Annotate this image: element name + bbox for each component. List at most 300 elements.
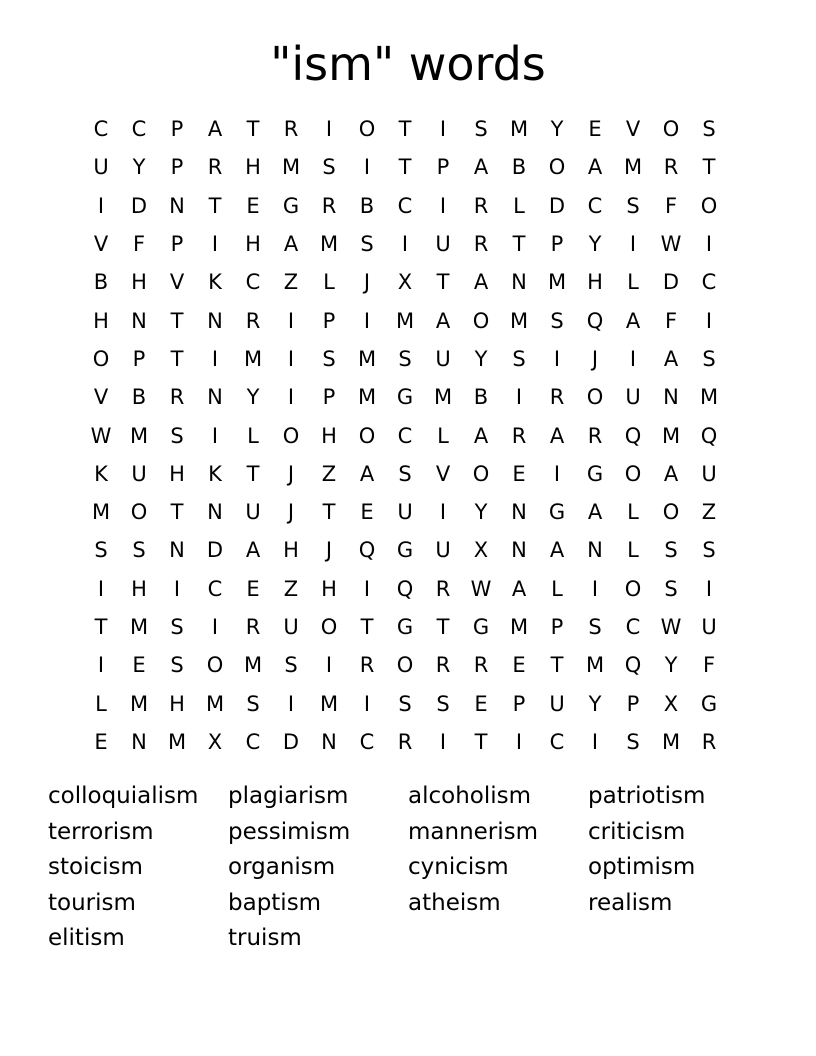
grid-letter: A: [283, 232, 299, 257]
grid-letter: S: [626, 193, 640, 218]
grid-row: [82, 301, 728, 339]
word-list-item: baptism: [228, 889, 322, 916]
grid-letter: A: [473, 423, 489, 448]
letter-grid: [82, 110, 728, 761]
grid-row: [82, 608, 728, 646]
grid-letter: O: [624, 461, 642, 486]
grid-letter: M: [509, 615, 529, 639]
grid-letter: N: [511, 500, 527, 525]
grid-letter: X: [663, 691, 679, 716]
grid-letter: I: [629, 346, 637, 371]
grid-letter: P: [322, 308, 336, 333]
grid-letter: P: [322, 385, 336, 410]
grid-letter: I: [287, 346, 295, 371]
grid-letter: T: [436, 270, 450, 295]
grid-letter: Z: [283, 270, 299, 295]
grid-letter: B: [131, 385, 147, 410]
word-list-item: mannerism: [408, 818, 539, 845]
grid-letter: H: [169, 461, 185, 486]
grid-letter: L: [437, 423, 449, 448]
grid-letter: O: [586, 385, 604, 410]
grid-letter: C: [245, 729, 261, 754]
grid-letter: A: [587, 500, 603, 525]
grid-letter: H: [321, 576, 337, 601]
grid-letter: E: [94, 729, 108, 754]
grid-letter: M: [319, 691, 339, 716]
page-title: "ism" words: [270, 37, 546, 91]
grid-letter: M: [395, 308, 415, 333]
grid-letter: V: [435, 461, 451, 486]
grid-letter: A: [207, 117, 223, 142]
grid-letter: I: [515, 385, 523, 410]
grid-letter: M: [623, 155, 643, 180]
grid-letter: S: [702, 538, 716, 563]
grid-letter: S: [702, 346, 716, 371]
grid-letter: D: [662, 270, 680, 295]
grid-letter: Y: [474, 346, 488, 371]
grid-letter: V: [625, 117, 641, 142]
grid-letter: U: [701, 461, 717, 486]
grid-letter: C: [359, 729, 375, 754]
grid-letter: C: [207, 576, 223, 601]
word-list-item: colloquialism: [48, 783, 199, 809]
grid-letter: M: [205, 691, 225, 716]
grid-row: [82, 148, 728, 186]
grid-letter: T: [170, 500, 184, 525]
grid-letter: E: [360, 500, 374, 525]
grid-letter: Y: [550, 117, 564, 142]
grid-letter: P: [512, 691, 526, 716]
grid-letter: X: [207, 729, 223, 754]
grid-letter: N: [169, 193, 185, 218]
grid-letter: U: [131, 461, 147, 486]
grid-letter: H: [587, 270, 603, 295]
grid-letter: T: [702, 155, 716, 180]
grid-letter: D: [130, 193, 148, 218]
grid-letter: R: [283, 117, 299, 142]
grid-row: [82, 110, 728, 148]
grid-letter: S: [436, 691, 450, 716]
grid-letter: K: [208, 461, 222, 486]
grid-letter: F: [702, 653, 716, 678]
grid-letter: K: [94, 461, 108, 486]
grid-letter: M: [433, 385, 453, 410]
grid-letter: R: [359, 653, 375, 678]
grid-letter: A: [663, 461, 679, 486]
grid-letter: J: [363, 270, 371, 295]
grid-letter: O: [662, 500, 680, 525]
grid-letter: I: [287, 691, 295, 716]
grid-letter: T: [170, 346, 184, 371]
grid-letter: M: [661, 423, 681, 448]
grid-letter: I: [515, 729, 523, 754]
grid-letter: R: [511, 423, 527, 448]
grid-letter: F: [664, 308, 678, 333]
grid-letter: M: [699, 385, 719, 410]
grid-letter: V: [93, 232, 109, 257]
grid-letter: A: [549, 538, 565, 563]
grid-letter: W: [90, 423, 112, 448]
grid-letter: A: [245, 538, 261, 563]
grid-letter: G: [472, 615, 490, 639]
grid-letter: M: [585, 653, 605, 678]
grid-letter: I: [211, 615, 219, 639]
grid-letter: H: [131, 270, 147, 295]
word-list-item: atheism: [408, 889, 501, 916]
grid-letter: R: [207, 155, 223, 180]
grid-letter: T: [512, 232, 526, 257]
grid-letter: R: [397, 729, 413, 754]
grid-letter: O: [548, 155, 566, 180]
grid-letter: Q: [396, 576, 414, 601]
grid-letter: S: [550, 308, 564, 333]
grid-letter: T: [246, 117, 260, 142]
word-list-item: terrorism: [48, 818, 154, 845]
grid-letter: O: [700, 193, 718, 218]
grid-letter: H: [131, 576, 147, 601]
grid-letter: J: [591, 346, 599, 371]
grid-letter: S: [474, 117, 488, 142]
grid-letter: S: [588, 615, 602, 639]
grid-letter: S: [170, 653, 184, 678]
grid-letter: E: [474, 691, 488, 716]
grid-letter: B: [473, 385, 489, 410]
grid-letter: H: [169, 691, 185, 716]
grid-letter: M: [91, 500, 111, 525]
grid-letter: A: [473, 270, 489, 295]
grid-letter: H: [93, 308, 109, 333]
grid-letter: O: [282, 423, 300, 448]
grid-letter: G: [548, 500, 566, 525]
grid-row: [82, 455, 728, 493]
grid-letter: X: [473, 538, 489, 563]
grid-letter: M: [357, 346, 377, 371]
grid-letter: I: [211, 346, 219, 371]
grid-letter: R: [473, 653, 489, 678]
grid-letter: H: [283, 538, 299, 563]
grid-letter: G: [700, 691, 718, 716]
word-list-item: truism: [228, 925, 302, 951]
grid-letter: N: [207, 308, 223, 333]
grid-letter: S: [360, 232, 374, 257]
grid-letter: B: [93, 270, 109, 295]
grid-letter: K: [208, 270, 222, 295]
grid-letter: N: [131, 308, 147, 333]
grid-row: [82, 531, 728, 569]
grid-letter: W: [470, 576, 492, 601]
grid-letter: R: [169, 385, 185, 410]
word-list-item: elitism: [48, 925, 125, 951]
grid-letter: U: [625, 385, 641, 410]
grid-letter: T: [170, 308, 184, 333]
grid-letter: I: [325, 117, 333, 142]
grid-letter: N: [511, 270, 527, 295]
grid-letter: Y: [246, 385, 260, 410]
grid-letter: L: [627, 270, 639, 295]
grid-letter: P: [626, 691, 640, 716]
grid-letter: Q: [624, 653, 642, 678]
word-list-item: pessimism: [228, 818, 351, 845]
grid-letter: X: [397, 270, 413, 295]
grid-letter: T: [208, 193, 222, 218]
grid-row: [82, 646, 728, 684]
grid-letter: A: [473, 155, 489, 180]
grid-letter: U: [435, 538, 451, 563]
grid-letter: S: [284, 653, 298, 678]
grid-letter: U: [435, 346, 451, 371]
grid-letter: L: [323, 270, 335, 295]
grid-letter: I: [439, 500, 447, 525]
grid-letter: M: [509, 308, 529, 333]
grid-letter: P: [170, 232, 184, 257]
grid-letter: I: [439, 117, 447, 142]
grid-letter: S: [132, 538, 146, 563]
grid-letter: A: [359, 461, 375, 486]
word-list-item: patriotism: [588, 783, 706, 809]
grid-letter: W: [660, 232, 682, 257]
grid-letter: O: [130, 500, 148, 525]
grid-letter: F: [664, 193, 678, 218]
grid-letter: P: [170, 117, 184, 142]
grid-letter: N: [587, 538, 603, 563]
grid-letter: U: [549, 691, 565, 716]
grid-letter: S: [664, 576, 678, 601]
grid-letter: S: [702, 117, 716, 142]
grid-letter: I: [705, 576, 713, 601]
grid-letter: Q: [358, 538, 376, 563]
grid-letter: E: [246, 193, 260, 218]
grid-letter: R: [701, 729, 717, 754]
grid-letter: R: [473, 232, 489, 257]
grid-letter: V: [169, 270, 185, 295]
grid-letter: L: [513, 193, 525, 218]
grid-letter: T: [474, 729, 488, 754]
grid-letter: N: [169, 538, 185, 563]
grid-letter: S: [170, 423, 184, 448]
grid-letter: O: [472, 308, 490, 333]
grid-row: [82, 570, 728, 608]
grid-letter: I: [401, 232, 409, 257]
grid-letter: I: [705, 308, 713, 333]
grid-letter: N: [511, 538, 527, 563]
grid-letter: O: [320, 615, 338, 639]
grid-letter: M: [281, 155, 301, 180]
grid-letter: M: [129, 423, 149, 448]
grid-row: [82, 723, 728, 761]
grid-letter: L: [551, 576, 563, 601]
grid-letter: Y: [588, 232, 602, 257]
word-list-item: stoicism: [48, 854, 143, 880]
grid-letter: A: [549, 423, 565, 448]
word-list-item: cynicism: [408, 854, 509, 880]
grid-letter: E: [588, 117, 602, 142]
grid-letter: I: [287, 308, 295, 333]
grid-row: [82, 263, 728, 301]
word-list-item: optimism: [588, 854, 696, 880]
grid-letter: R: [587, 423, 603, 448]
grid-letter: J: [287, 461, 295, 486]
grid-letter: T: [398, 155, 412, 180]
grid-letter: R: [435, 576, 451, 601]
grid-letter: J: [325, 538, 333, 563]
grid-letter: S: [398, 461, 412, 486]
grid-letter: I: [553, 461, 561, 486]
word-list-item: organism: [228, 854, 336, 880]
grid-row: [82, 225, 728, 263]
grid-letter: A: [511, 576, 527, 601]
grid-letter: E: [512, 653, 526, 678]
grid-letter: J: [287, 500, 295, 525]
grid-letter: H: [245, 232, 261, 257]
grid-letter: O: [92, 346, 110, 371]
grid-letter: S: [322, 346, 336, 371]
grid-row: [82, 684, 728, 722]
grid-letter: I: [705, 232, 713, 257]
grid-letter: O: [206, 653, 224, 678]
grid-letter: M: [319, 232, 339, 257]
grid-letter: M: [167, 729, 187, 754]
grid-letter: I: [591, 729, 599, 754]
grid-letter: S: [322, 155, 336, 180]
grid-letter: O: [472, 461, 490, 486]
grid-letter: S: [246, 691, 260, 716]
grid-letter: S: [512, 346, 526, 371]
grid-letter: C: [397, 193, 413, 218]
grid-row: [82, 340, 728, 378]
grid-letter: I: [363, 691, 371, 716]
grid-letter: A: [663, 346, 679, 371]
grid-letter: I: [97, 653, 105, 678]
grid-letter: U: [245, 500, 261, 525]
grid-letter: R: [435, 653, 451, 678]
grid-letter: M: [129, 691, 149, 716]
grid-letter: L: [247, 423, 259, 448]
grid-letter: I: [591, 576, 599, 601]
grid-letter: N: [663, 385, 679, 410]
grid-letter: M: [129, 615, 149, 639]
grid-letter: S: [398, 346, 412, 371]
grid-letter: I: [97, 193, 105, 218]
grid-row: [82, 416, 728, 454]
grid-letter: Q: [700, 423, 718, 448]
grid-letter: T: [94, 615, 108, 639]
grid-letter: M: [243, 346, 263, 371]
grid-letter: O: [358, 423, 376, 448]
grid-row: [82, 493, 728, 531]
grid-letter: I: [553, 346, 561, 371]
grid-letter: Z: [321, 461, 337, 486]
grid-letter: R: [549, 385, 565, 410]
grid-letter: I: [363, 308, 371, 333]
grid-letter: N: [207, 500, 223, 525]
grid-letter: M: [547, 270, 567, 295]
grid-letter: M: [243, 653, 263, 678]
grid-letter: R: [245, 308, 261, 333]
grid-letter: Y: [588, 691, 602, 716]
grid-letter: G: [396, 538, 414, 563]
word-bank: [48, 779, 768, 957]
grid-letter: N: [207, 385, 223, 410]
word-list-item: alcoholism: [408, 783, 532, 809]
grid-letter: R: [245, 615, 261, 639]
grid-letter: C: [625, 615, 641, 639]
grid-letter: I: [97, 576, 105, 601]
grid-row: [82, 187, 728, 225]
grid-letter: P: [550, 232, 564, 257]
grid-letter: G: [282, 193, 300, 218]
grid-letter: L: [627, 538, 639, 563]
grid-letter: A: [435, 308, 451, 333]
grid-letter: I: [363, 576, 371, 601]
grid-letter: D: [548, 193, 566, 218]
grid-letter: L: [95, 691, 107, 716]
grid-letter: G: [396, 385, 414, 410]
grid-letter: W: [660, 615, 682, 639]
grid-letter: I: [287, 385, 295, 410]
grid-letter: A: [625, 308, 641, 333]
grid-letter: G: [396, 615, 414, 639]
grid-letter: Z: [283, 576, 299, 601]
grid-letter: C: [587, 193, 603, 218]
grid-letter: S: [664, 538, 678, 563]
grid-letter: P: [132, 346, 146, 371]
grid-letter: T: [550, 653, 564, 678]
grid-letter: F: [132, 232, 146, 257]
grid-letter: U: [435, 232, 451, 257]
grid-letter: G: [586, 461, 604, 486]
grid-letter: I: [211, 232, 219, 257]
grid-letter: C: [245, 270, 261, 295]
grid-letter: P: [170, 155, 184, 180]
grid-letter: S: [170, 615, 184, 639]
grid-letter: M: [357, 385, 377, 410]
grid-letter: M: [661, 729, 681, 754]
grid-letter: Q: [624, 423, 642, 448]
grid-letter: C: [549, 729, 565, 754]
word-list-item: criticism: [588, 818, 686, 845]
grid-letter: Y: [132, 155, 146, 180]
grid-letter: Y: [664, 653, 678, 678]
grid-letter: S: [398, 691, 412, 716]
grid-letter: B: [511, 155, 527, 180]
grid-letter: H: [321, 423, 337, 448]
grid-letter: O: [396, 653, 414, 678]
grid-letter: C: [397, 423, 413, 448]
grid-letter: Z: [701, 500, 717, 525]
grid-letter: U: [701, 615, 717, 639]
grid-letter: R: [663, 155, 679, 180]
grid-letter: U: [397, 500, 413, 525]
grid-letter: P: [436, 155, 450, 180]
grid-letter: O: [358, 117, 376, 142]
grid-letter: Y: [474, 500, 488, 525]
grid-letter: I: [439, 729, 447, 754]
grid-letter: I: [325, 653, 333, 678]
grid-letter: I: [439, 193, 447, 218]
grid-letter: P: [550, 615, 564, 639]
grid-letter: M: [509, 117, 529, 142]
grid-letter: I: [363, 155, 371, 180]
grid-letter: D: [206, 538, 224, 563]
word-list-item: plagiarism: [228, 783, 349, 809]
grid-row: [82, 378, 728, 416]
grid-letter: Q: [586, 308, 604, 333]
grid-letter: S: [94, 538, 108, 563]
grid-letter: T: [436, 615, 450, 639]
grid-letter: C: [131, 117, 147, 142]
grid-letter: U: [283, 615, 299, 639]
grid-letter: O: [624, 576, 642, 601]
